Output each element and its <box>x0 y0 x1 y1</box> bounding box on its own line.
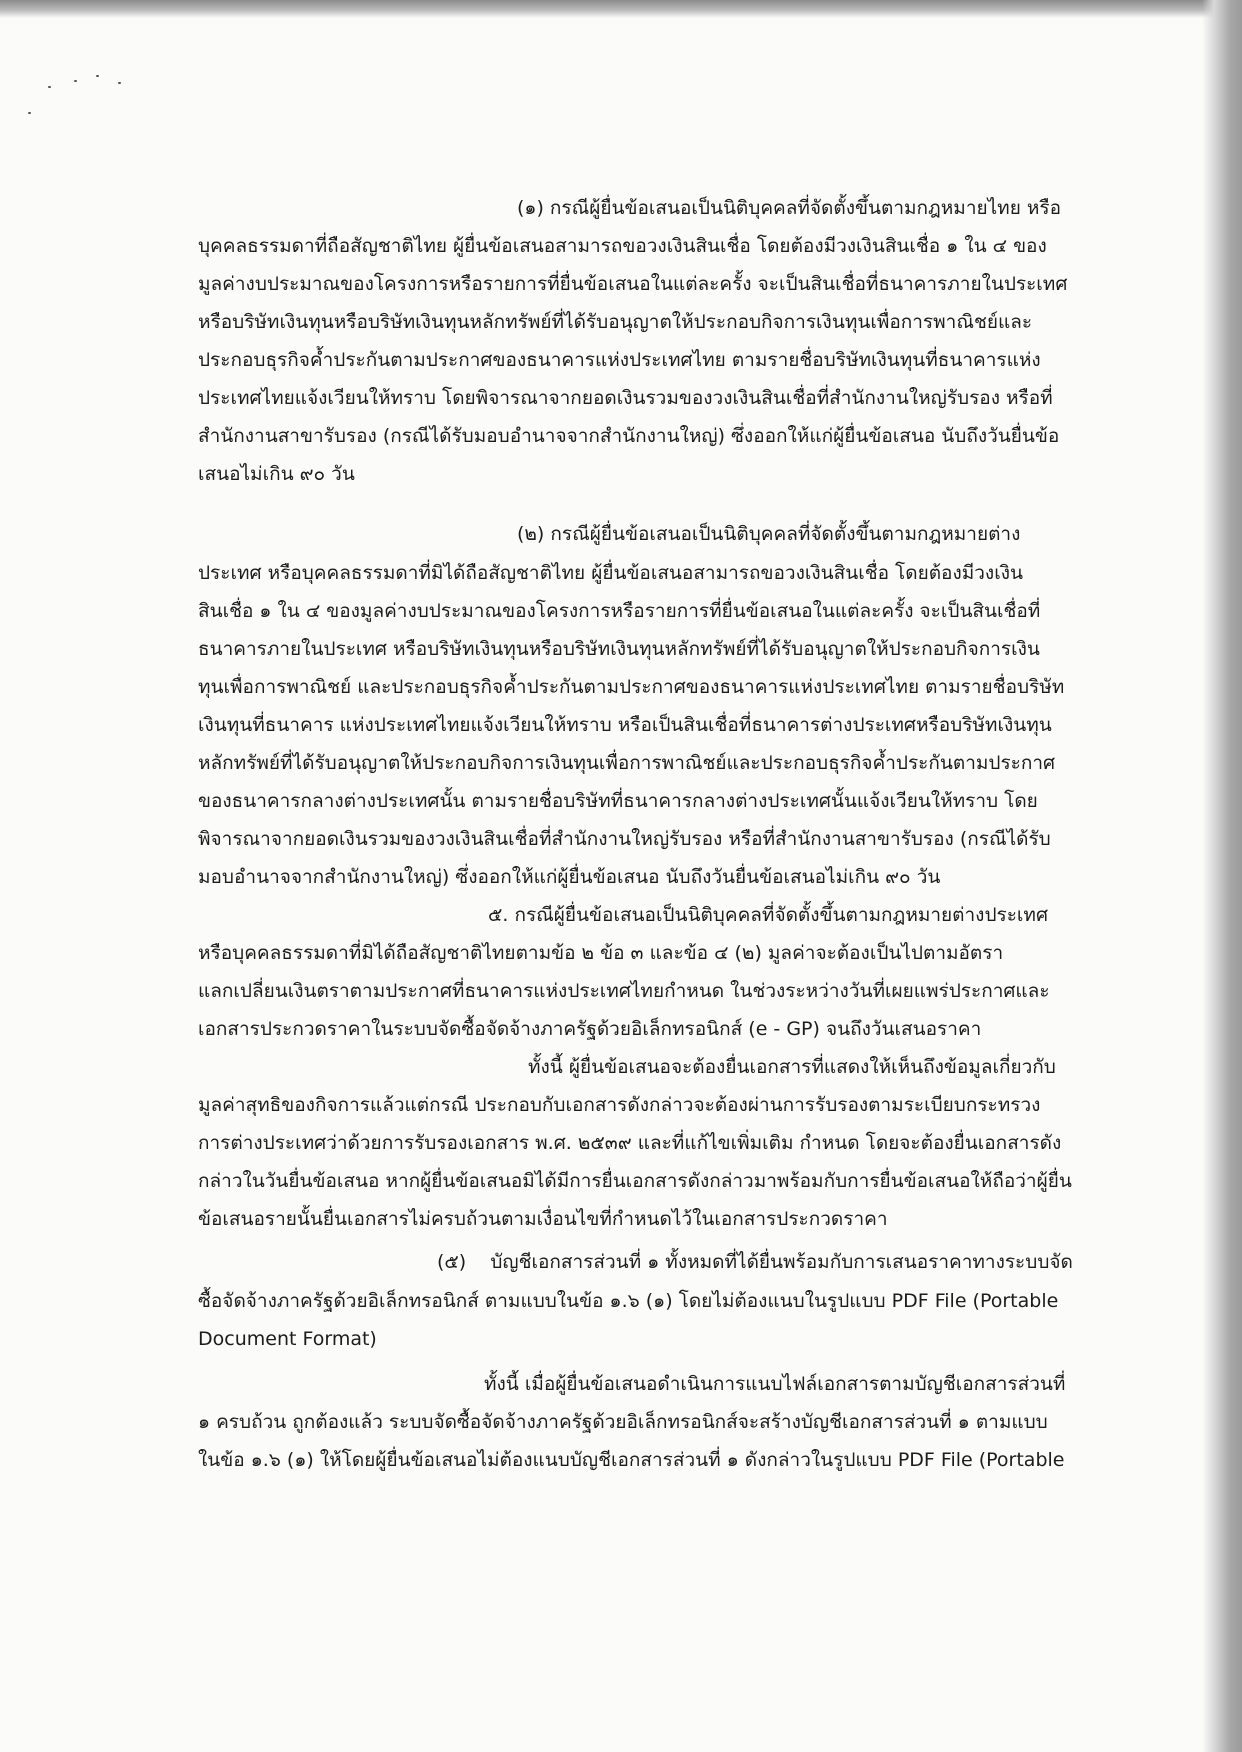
text-line: ประเทศ หรือบุคคลธรรมดาที่มิได้ถือสัญชาติไทย ผู้ยื่นข้อเสนอสามารถขอวงเงินสินเชื่อ โดยต้องมีวงเงิน <box>198 562 1023 584</box>
text-line: ประกอบธุรกิจค้ำประกันตามประกาศของธนาคารแห่งประเทศไทย ตามรายชื่อบริษัทเงินทุนที่ธนาคารแห่ง <box>198 349 1041 371</box>
text-line: กล่าวในวันยื่นข้อเสนอ หากผู้ยื่นข้อเสนอมิได้มีการยื่นเอกสารดังกล่าวมาพร้อมกับการยื่นข้อเสนอให้ถือว่าผู้ยื่น <box>198 1170 1072 1192</box>
text-line: ซื้อจัดจ้างภาครัฐด้วยอิเล็กทรอนิกส์ ตามแบบในข้อ ๑.๖ (๑) โดยไม่ต้องแนบในรูปแบบ PDF File (Portable <box>198 1290 1059 1312</box>
text-line: มอบอำนาจจากสำนักงานใหญ่) ซึ่งออกให้แก่ผู้ยื่นข้อเสนอ นับถึงวันยื่นข้อเสนอไม่เกิน ๙๐ วัน <box>198 866 941 888</box>
text-line: Document Format) <box>198 1328 377 1350</box>
text-line: ทั้งนี้ ผู้ยื่นข้อเสนอจะต้องยื่นเอกสารที่แสดงให้เห็นถึงข้อมูลเกี่ยวกับ <box>528 1056 1056 1078</box>
text-line: ข้อเสนอรายนั้นยื่นเอกสารไม่ครบถ้วนตามเงื่อนไขที่กำหนดไว้ในเอกสารประกวดราคา <box>198 1208 888 1230</box>
text-line: ในข้อ ๑.๖ (๑) ให้โดยผู้ยื่นข้อเสนอไม่ต้องแนบบัญชีเอกสารส่วนที่ ๑ ดังกล่าวในรูปแบบ PDF File (Portable <box>198 1449 1065 1471</box>
text-line: การต่างประเทศว่าด้วยการรับรองเอกสาร พ.ศ. ๒๕๓๙ และที่แก้ไขเพิ่มเติม กำหนด โดยจะต้องยื่นเอกสารดัง <box>198 1132 1062 1154</box>
text-line: พิจารณาจากยอดเงินรวมของวงเงินสินเชื่อที่สำนักงานใหญ่รับรอง หรือที่สำนักงานสาขารับรอง (กรณีได้รับ <box>198 828 1051 850</box>
text-line: (๒) กรณีผู้ยื่นข้อเสนอเป็นนิติบุคคลที่จัดตั้งขึ้นตามกฎหมายต่าง <box>517 523 1021 545</box>
text-line: เสนอไม่เกิน ๙๐ วัน <box>198 463 355 485</box>
text-line: มูลค่างบประมาณของโครงการหรือรายการที่ยื่นข้อเสนอในแต่ละครั้ง จะเป็นสินเชื่อที่ธนาคารภายในประเทศ <box>198 273 1068 295</box>
text-line: เอกสารประกวดราคาในระบบจัดซื้อจัดจ้างภาครัฐด้วยอิเล็กทรอนิกส์ (e - GP) จนถึงวันเสนอราคา <box>198 1018 982 1040</box>
text-line: ๕. กรณีผู้ยื่นข้อเสนอเป็นนิติบุคคลที่จัดตั้งขึ้นตามกฎหมายต่างประเทศ <box>488 904 1048 926</box>
text-line: ประเทศไทยแจ้งเวียนให้ทราบ โดยพิจารณาจากยอดเงินรวมของวงเงินสินเชื่อที่สำนักงานใหญ่รับรอง หรือที่ <box>198 387 1053 409</box>
text-line: เงินทุนที่ธนาคาร แห่งประเทศไทยแจ้งเวียนให้ทราบ หรือเป็นสินเชื่อที่ธนาคารต่างประเทศหรือบริษัทเงินทุน <box>198 714 1052 736</box>
text-line: หลักทรัพย์ที่ได้รับอนุญาตให้ประกอบกิจการเงินทุนเพื่อการพาณิชย์และประกอบธุรกิจค้ำประกันตามประกาศ <box>198 752 1056 774</box>
text-line: หรือบุคคลธรรมดาที่มิได้ถือสัญชาติไทยตามข้อ ๒ ข้อ ๓ และข้อ ๔ (๒) มูลค่าจะต้องเป็นไปตามอัตรา <box>198 942 1004 964</box>
text-line: ทั้งนี้ เมื่อผู้ยื่นข้อเสนอดำเนินการแนบไฟล์เอกสารตามบัญชีเอกสารส่วนที่ <box>484 1373 1066 1395</box>
text-line: ทุนเพื่อการพาณิชย์ และประกอบธุรกิจค้ำประกันตามประกาศของธนาคารแห่งประเทศไทย ตามรายชื่อบริษัท <box>198 676 1065 698</box>
text-line: (๕) บัญชีเอกสารส่วนที่ ๑ ทั้งหมดที่ได้ยื่นพร้อมกับการเสนอราคาทางระบบจัด <box>437 1251 1073 1273</box>
text-line: บุคคลธรรมดาที่ถือสัญชาติไทย ผู้ยื่นข้อเสนอสามารถขอวงเงินสินเชื่อ โดยต้องมีวงเงินสินเชื่อ ๑ ใน ๔ ของ <box>198 235 1047 257</box>
text-line: สำนักงานสาขารับรอง (กรณีได้รับมอบอำนาจจากสำนักงานใหญ่) ซึ่งออกให้แก่ผู้ยื่นข้อเสนอ นับถึงวันยื่นข้อ <box>198 425 1060 447</box>
text-line: หรือบริษัทเงินทุนหรือบริษัทเงินทุนหลักทรัพย์ที่ได้รับอนุญาตให้ประกอบกิจการเงินทุนเพื่อการพาณิชย์และ <box>198 311 1033 333</box>
text-line: แลกเปลี่ยนเงินตราตามประกาศที่ธนาคารแห่งประเทศไทยกำหนด ในช่วงระหว่างวันที่เผยแพร่ประกาศและ <box>198 980 1050 1002</box>
text-line: (๑) กรณีผู้ยื่นข้อเสนอเป็นนิติบุคคลที่จัดตั้งขึ้นตามกฎหมายไทย หรือ <box>517 197 1062 219</box>
text-line: มูลค่าสุทธิของกิจการแล้วแต่กรณี ประกอบกับเอกสารดังกล่าวจะต้องผ่านการรับรองตามระเบียบกระทรวง <box>198 1094 1041 1116</box>
text-line: ของธนาคารกลางต่างประเทศนั้น ตามรายชื่อบริษัทที่ธนาคารกลางต่างประเทศนั้นแจ้งเวียนให้ทราบ โดย <box>198 790 1038 812</box>
text-line: สินเชื่อ ๑ ใน ๔ ของมูลค่างบประมาณของโครงการหรือรายการที่ยื่นข้อเสนอในแต่ละครั้ง จะเป็นสินเชื่อที่ <box>198 600 1041 622</box>
text-line: ๑ ครบถ้วน ถูกต้องแล้ว ระบบจัดซื้อจัดจ้างภาครัฐด้วยอิเล็กทรอนิกส์จะสร้างบัญชีเอกสารส่วนที่ ๑ ตามแบบ <box>198 1411 1048 1433</box>
text-line: ธนาคารภายในประเทศ หรือบริษัทเงินทุนหรือบริษัทเงินทุนหลักทรัพย์ที่ได้รับอนุญาตให้ประกอบกิจการเงิน <box>198 638 1040 660</box>
